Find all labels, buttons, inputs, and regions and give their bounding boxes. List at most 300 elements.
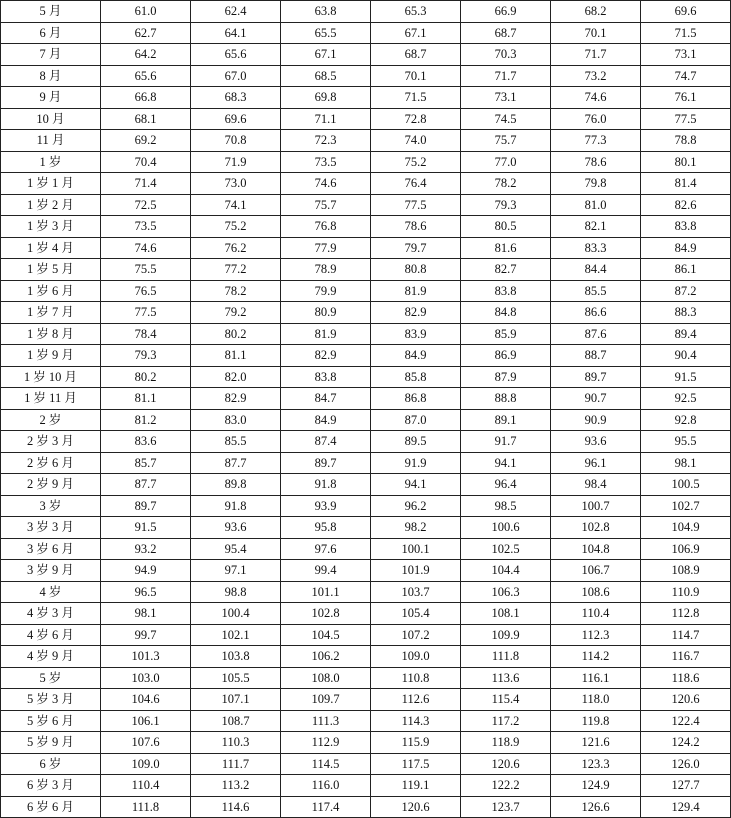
value-cell: 101.9	[371, 560, 461, 582]
value-cell: 113.6	[461, 667, 551, 689]
value-cell: 77.2	[191, 259, 281, 281]
table-row	[1, 710, 731, 732]
value-cell: 81.1	[101, 388, 191, 410]
value-cell: 73.0	[191, 173, 281, 195]
value-cell: 93.9	[281, 495, 371, 517]
value-cell: 74.5	[461, 108, 551, 130]
age-cell: 5 岁	[1, 667, 101, 689]
table-row	[1, 753, 731, 775]
value-cell: 79.3	[101, 345, 191, 367]
age-cell: 3 岁 3 月	[1, 517, 101, 539]
value-cell: 84.8	[461, 302, 551, 324]
value-cell: 91.5	[101, 517, 191, 539]
age-cell: 6 月	[1, 22, 101, 44]
value-cell: 82.6	[641, 194, 731, 216]
value-cell: 126.6	[551, 796, 641, 818]
value-cell: 104.4	[461, 560, 551, 582]
value-cell: 112.9	[281, 732, 371, 754]
value-cell: 100.1	[371, 538, 461, 560]
value-cell: 94.1	[371, 474, 461, 496]
value-cell: 80.9	[281, 302, 371, 324]
value-cell: 81.1	[191, 345, 281, 367]
value-cell: 83.8	[461, 280, 551, 302]
age-cell: 9 月	[1, 87, 101, 109]
age-cell: 11 月	[1, 130, 101, 152]
table-row	[1, 624, 731, 646]
value-cell: 96.4	[461, 474, 551, 496]
value-cell: 91.8	[191, 495, 281, 517]
table-row	[1, 280, 731, 302]
value-cell: 86.8	[371, 388, 461, 410]
age-cell: 2 岁 3 月	[1, 431, 101, 453]
value-cell: 116.7	[641, 646, 731, 668]
value-cell: 76.2	[191, 237, 281, 259]
value-cell: 70.8	[191, 130, 281, 152]
table-row	[1, 345, 731, 367]
value-cell: 129.4	[641, 796, 731, 818]
value-cell: 110.3	[191, 732, 281, 754]
table-row	[1, 323, 731, 345]
value-cell: 64.2	[101, 44, 191, 66]
value-cell: 79.7	[371, 237, 461, 259]
value-cell: 65.5	[281, 22, 371, 44]
value-cell: 99.4	[281, 560, 371, 582]
value-cell: 105.5	[191, 667, 281, 689]
value-cell: 85.8	[371, 366, 461, 388]
age-cell: 2 岁 9 月	[1, 474, 101, 496]
table-row	[1, 409, 731, 431]
value-cell: 75.2	[371, 151, 461, 173]
value-cell: 78.9	[281, 259, 371, 281]
value-cell: 61.0	[101, 1, 191, 23]
value-cell: 110.8	[371, 667, 461, 689]
value-cell: 108.6	[551, 581, 641, 603]
value-cell: 88.7	[551, 345, 641, 367]
age-cell: 1 岁 8 月	[1, 323, 101, 345]
value-cell: 78.2	[191, 280, 281, 302]
value-cell: 90.4	[641, 345, 731, 367]
value-cell: 78.4	[101, 323, 191, 345]
table-row	[1, 560, 731, 582]
value-cell: 93.2	[101, 538, 191, 560]
age-cell: 3 岁	[1, 495, 101, 517]
value-cell: 76.8	[281, 216, 371, 238]
value-cell: 111.3	[281, 710, 371, 732]
value-cell: 118.0	[551, 689, 641, 711]
value-cell: 116.0	[281, 775, 371, 797]
value-cell: 79.8	[551, 173, 641, 195]
value-cell: 87.0	[371, 409, 461, 431]
table-row	[1, 667, 731, 689]
value-cell: 96.5	[101, 581, 191, 603]
value-cell: 71.7	[461, 65, 551, 87]
value-cell: 104.5	[281, 624, 371, 646]
value-cell: 91.9	[371, 452, 461, 474]
value-cell: 68.5	[281, 65, 371, 87]
value-cell: 115.4	[461, 689, 551, 711]
value-cell: 114.2	[551, 646, 641, 668]
value-cell: 69.8	[281, 87, 371, 109]
value-cell: 115.9	[371, 732, 461, 754]
age-cell: 1 岁 10 月	[1, 366, 101, 388]
value-cell: 121.6	[551, 732, 641, 754]
table-row	[1, 65, 731, 87]
value-cell: 123.7	[461, 796, 551, 818]
value-cell: 105.4	[371, 603, 461, 625]
value-cell: 83.3	[551, 237, 641, 259]
table-row	[1, 237, 731, 259]
value-cell: 80.8	[371, 259, 461, 281]
value-cell: 66.8	[101, 87, 191, 109]
age-cell: 1 岁 4 月	[1, 237, 101, 259]
value-cell: 74.6	[551, 87, 641, 109]
value-cell: 120.6	[461, 753, 551, 775]
value-cell: 117.4	[281, 796, 371, 818]
age-cell: 1 岁 9 月	[1, 345, 101, 367]
value-cell: 71.5	[371, 87, 461, 109]
table-row	[1, 474, 731, 496]
age-cell: 7 月	[1, 44, 101, 66]
value-cell: 76.1	[641, 87, 731, 109]
value-cell: 95.8	[281, 517, 371, 539]
value-cell: 77.5	[641, 108, 731, 130]
value-cell: 79.2	[191, 302, 281, 324]
value-cell: 119.8	[551, 710, 641, 732]
value-cell: 98.5	[461, 495, 551, 517]
value-cell: 83.0	[191, 409, 281, 431]
value-cell: 85.5	[551, 280, 641, 302]
table-body	[1, 1, 731, 818]
value-cell: 94.1	[461, 452, 551, 474]
age-cell: 1 岁 6 月	[1, 280, 101, 302]
value-cell: 118.6	[641, 667, 731, 689]
table-row	[1, 495, 731, 517]
age-cell: 3 岁 9 月	[1, 560, 101, 582]
table-row	[1, 194, 731, 216]
value-cell: 87.4	[281, 431, 371, 453]
value-cell: 62.4	[191, 1, 281, 23]
value-cell: 69.6	[191, 108, 281, 130]
value-cell: 84.9	[371, 345, 461, 367]
value-cell: 81.9	[281, 323, 371, 345]
value-cell: 95.4	[191, 538, 281, 560]
table-row	[1, 431, 731, 453]
value-cell: 104.9	[641, 517, 731, 539]
value-cell: 67.1	[281, 44, 371, 66]
value-cell: 88.3	[641, 302, 731, 324]
age-cell: 2 岁	[1, 409, 101, 431]
value-cell: 71.4	[101, 173, 191, 195]
table-row	[1, 538, 731, 560]
value-cell: 106.1	[101, 710, 191, 732]
age-cell: 1 岁 11 月	[1, 388, 101, 410]
value-cell: 73.1	[461, 87, 551, 109]
table-row	[1, 796, 731, 818]
value-cell: 85.9	[461, 323, 551, 345]
age-cell: 5 岁 9 月	[1, 732, 101, 754]
table-row	[1, 259, 731, 281]
value-cell: 73.5	[281, 151, 371, 173]
value-cell: 89.7	[281, 452, 371, 474]
value-cell: 100.7	[551, 495, 641, 517]
table-row	[1, 87, 731, 109]
value-cell: 98.2	[371, 517, 461, 539]
age-cell: 4 岁 9 月	[1, 646, 101, 668]
table-row	[1, 603, 731, 625]
age-cell: 4 岁 6 月	[1, 624, 101, 646]
value-cell: 74.6	[281, 173, 371, 195]
value-cell: 80.1	[641, 151, 731, 173]
value-cell: 89.5	[371, 431, 461, 453]
value-cell: 98.1	[641, 452, 731, 474]
value-cell: 112.3	[551, 624, 641, 646]
table-row	[1, 130, 731, 152]
value-cell: 110.4	[101, 775, 191, 797]
value-cell: 77.0	[461, 151, 551, 173]
value-cell: 87.7	[101, 474, 191, 496]
value-cell: 90.7	[551, 388, 641, 410]
value-cell: 78.6	[371, 216, 461, 238]
value-cell: 101.3	[101, 646, 191, 668]
age-cell: 8 月	[1, 65, 101, 87]
value-cell: 80.5	[461, 216, 551, 238]
value-cell: 99.7	[101, 624, 191, 646]
value-cell: 80.2	[191, 323, 281, 345]
value-cell: 101.1	[281, 581, 371, 603]
table-row	[1, 732, 731, 754]
value-cell: 82.7	[461, 259, 551, 281]
value-cell: 65.6	[191, 44, 281, 66]
value-cell: 119.1	[371, 775, 461, 797]
value-cell: 89.8	[191, 474, 281, 496]
value-cell: 91.5	[641, 366, 731, 388]
value-cell: 76.5	[101, 280, 191, 302]
value-cell: 84.4	[551, 259, 641, 281]
value-cell: 108.0	[281, 667, 371, 689]
value-cell: 111.8	[101, 796, 191, 818]
value-cell: 110.4	[551, 603, 641, 625]
value-cell: 89.7	[551, 366, 641, 388]
value-cell: 72.8	[371, 108, 461, 130]
value-cell: 68.7	[371, 44, 461, 66]
value-cell: 63.8	[281, 1, 371, 23]
value-cell: 106.2	[281, 646, 371, 668]
value-cell: 71.1	[281, 108, 371, 130]
value-cell: 111.8	[461, 646, 551, 668]
value-cell: 74.1	[191, 194, 281, 216]
value-cell: 102.5	[461, 538, 551, 560]
value-cell: 122.2	[461, 775, 551, 797]
table-row	[1, 44, 731, 66]
value-cell: 120.6	[641, 689, 731, 711]
value-cell: 82.9	[191, 388, 281, 410]
value-cell: 72.3	[281, 130, 371, 152]
value-cell: 103.7	[371, 581, 461, 603]
value-cell: 79.3	[461, 194, 551, 216]
age-cell: 2 岁 6 月	[1, 452, 101, 474]
value-cell: 85.7	[101, 452, 191, 474]
value-cell: 117.2	[461, 710, 551, 732]
age-cell: 10 月	[1, 108, 101, 130]
value-cell: 118.9	[461, 732, 551, 754]
value-cell: 78.8	[641, 130, 731, 152]
table-row	[1, 302, 731, 324]
value-cell: 70.1	[551, 22, 641, 44]
age-cell: 1 岁 3 月	[1, 216, 101, 238]
value-cell: 91.8	[281, 474, 371, 496]
value-cell: 83.6	[101, 431, 191, 453]
value-cell: 97.6	[281, 538, 371, 560]
value-cell: 75.5	[101, 259, 191, 281]
value-cell: 81.6	[461, 237, 551, 259]
value-cell: 88.8	[461, 388, 551, 410]
value-cell: 96.1	[551, 452, 641, 474]
value-cell: 110.9	[641, 581, 731, 603]
value-cell: 89.7	[101, 495, 191, 517]
value-cell: 84.9	[641, 237, 731, 259]
value-cell: 107.2	[371, 624, 461, 646]
value-cell: 81.4	[641, 173, 731, 195]
table-row	[1, 173, 731, 195]
value-cell: 109.7	[281, 689, 371, 711]
value-cell: 76.0	[551, 108, 641, 130]
value-cell: 68.1	[101, 108, 191, 130]
value-cell: 77.5	[101, 302, 191, 324]
value-cell: 109.0	[101, 753, 191, 775]
age-cell: 5 岁 6 月	[1, 710, 101, 732]
value-cell: 96.2	[371, 495, 461, 517]
value-cell: 109.9	[461, 624, 551, 646]
age-cell: 4 岁	[1, 581, 101, 603]
age-cell: 1 岁 2 月	[1, 194, 101, 216]
value-cell: 103.8	[191, 646, 281, 668]
value-cell: 62.7	[101, 22, 191, 44]
value-cell: 106.7	[551, 560, 641, 582]
value-cell: 98.8	[191, 581, 281, 603]
value-cell: 75.7	[461, 130, 551, 152]
value-cell: 100.6	[461, 517, 551, 539]
value-cell: 98.4	[551, 474, 641, 496]
value-cell: 77.9	[281, 237, 371, 259]
value-cell: 84.9	[281, 409, 371, 431]
value-cell: 70.1	[371, 65, 461, 87]
value-cell: 73.5	[101, 216, 191, 238]
value-cell: 74.0	[371, 130, 461, 152]
value-cell: 107.6	[101, 732, 191, 754]
value-cell: 112.8	[641, 603, 731, 625]
age-cell: 6 岁 6 月	[1, 796, 101, 818]
table-row	[1, 581, 731, 603]
value-cell: 78.6	[551, 151, 641, 173]
value-cell: 113.2	[191, 775, 281, 797]
value-cell: 82.9	[281, 345, 371, 367]
age-cell: 1 岁 5 月	[1, 259, 101, 281]
value-cell: 108.9	[641, 560, 731, 582]
value-cell: 95.5	[641, 431, 731, 453]
value-cell: 73.1	[641, 44, 731, 66]
value-cell: 70.3	[461, 44, 551, 66]
value-cell: 68.7	[461, 22, 551, 44]
value-cell: 107.1	[191, 689, 281, 711]
value-cell: 72.5	[101, 194, 191, 216]
table-row	[1, 646, 731, 668]
value-cell: 89.4	[641, 323, 731, 345]
value-cell: 81.9	[371, 280, 461, 302]
value-cell: 86.6	[551, 302, 641, 324]
value-cell: 93.6	[191, 517, 281, 539]
value-cell: 114.5	[281, 753, 371, 775]
value-cell: 124.2	[641, 732, 731, 754]
value-cell: 74.6	[101, 237, 191, 259]
value-cell: 86.1	[641, 259, 731, 281]
value-cell: 91.7	[461, 431, 551, 453]
value-cell: 71.9	[191, 151, 281, 173]
value-cell: 73.2	[551, 65, 641, 87]
table-row	[1, 517, 731, 539]
value-cell: 100.4	[191, 603, 281, 625]
value-cell: 112.6	[371, 689, 461, 711]
value-cell: 87.7	[191, 452, 281, 474]
value-cell: 106.9	[641, 538, 731, 560]
value-cell: 81.2	[101, 409, 191, 431]
value-cell: 94.9	[101, 560, 191, 582]
value-cell: 114.3	[371, 710, 461, 732]
value-cell: 77.3	[551, 130, 641, 152]
value-cell: 108.7	[191, 710, 281, 732]
value-cell: 78.2	[461, 173, 551, 195]
value-cell: 120.6	[371, 796, 461, 818]
value-cell: 92.5	[641, 388, 731, 410]
value-cell: 82.9	[371, 302, 461, 324]
value-cell: 69.2	[101, 130, 191, 152]
age-cell: 1 岁 7 月	[1, 302, 101, 324]
value-cell: 66.9	[461, 1, 551, 23]
value-cell: 86.9	[461, 345, 551, 367]
value-cell: 126.0	[641, 753, 731, 775]
value-cell: 92.8	[641, 409, 731, 431]
table-row	[1, 366, 731, 388]
value-cell: 76.4	[371, 173, 461, 195]
value-cell: 114.7	[641, 624, 731, 646]
value-cell: 74.7	[641, 65, 731, 87]
table-row	[1, 151, 731, 173]
value-cell: 102.7	[641, 495, 731, 517]
value-cell: 83.8	[281, 366, 371, 388]
value-cell: 103.0	[101, 667, 191, 689]
value-cell: 104.8	[551, 538, 641, 560]
age-cell: 4 岁 3 月	[1, 603, 101, 625]
table-row	[1, 22, 731, 44]
value-cell: 81.0	[551, 194, 641, 216]
value-cell: 82.1	[551, 216, 641, 238]
value-cell: 68.2	[551, 1, 641, 23]
value-cell: 82.0	[191, 366, 281, 388]
value-cell: 85.5	[191, 431, 281, 453]
value-cell: 68.3	[191, 87, 281, 109]
value-cell: 71.5	[641, 22, 731, 44]
value-cell: 89.1	[461, 409, 551, 431]
value-cell: 127.7	[641, 775, 731, 797]
value-cell: 100.5	[641, 474, 731, 496]
age-cell: 3 岁 6 月	[1, 538, 101, 560]
value-cell: 75.7	[281, 194, 371, 216]
value-cell: 65.6	[101, 65, 191, 87]
value-cell: 97.1	[191, 560, 281, 582]
value-cell: 108.1	[461, 603, 551, 625]
value-cell: 116.1	[551, 667, 641, 689]
value-cell: 87.9	[461, 366, 551, 388]
age-cell: 6 岁	[1, 753, 101, 775]
